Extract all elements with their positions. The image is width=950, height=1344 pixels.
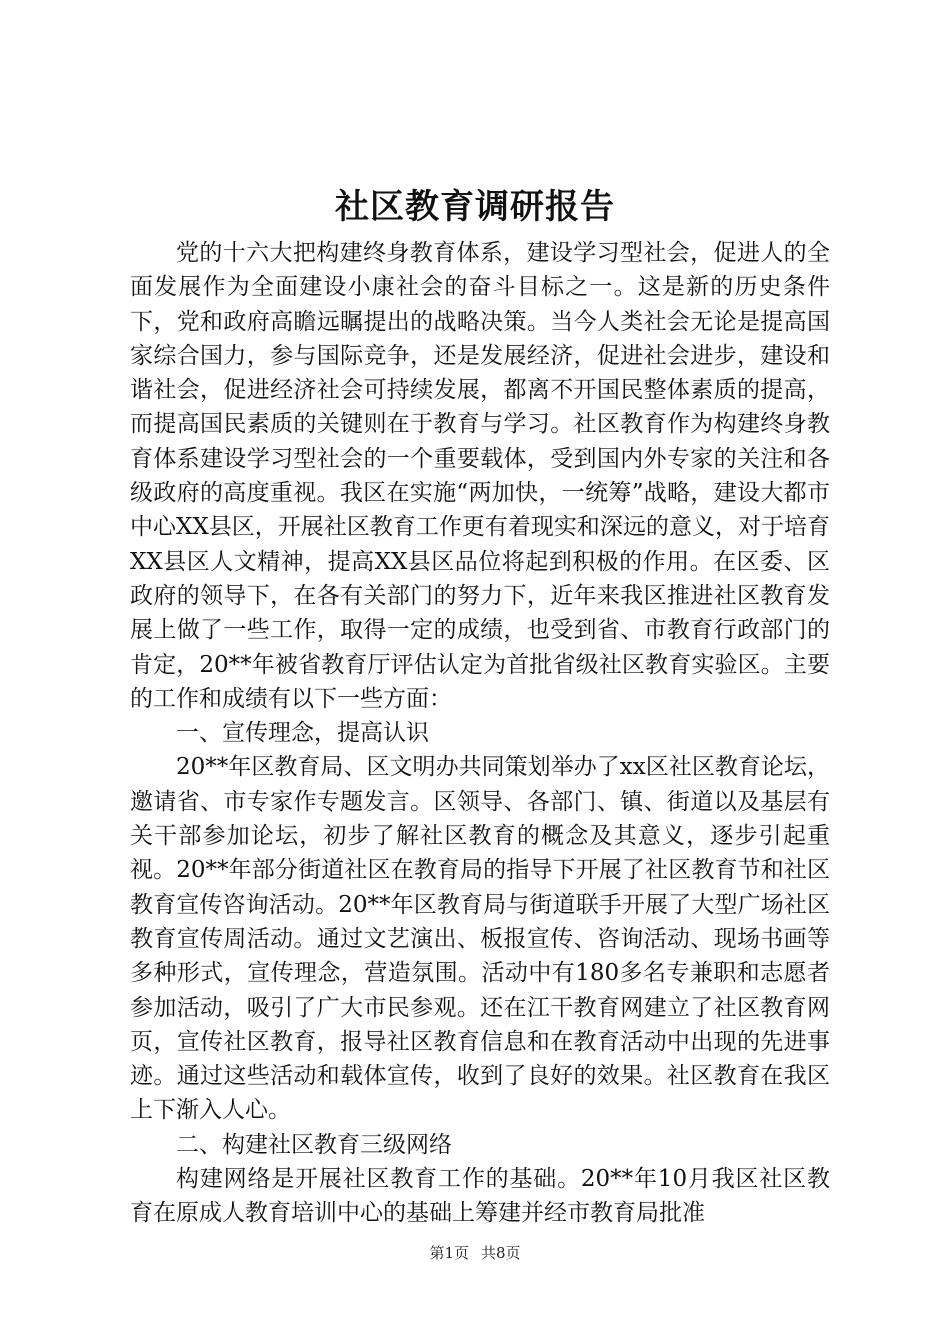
paragraph-intro: 党的十六大把构建终身教育体系，建设学习型社会，促进人的全面发展作为全面建设小康社会的奋斗目标之一。这是新的历史条件下，党和政府高瞻远瞩提出的战略决策。当今人类社会无论是提高国家综合国力，参与国际竞争，还是发展经济，促进社会进步，建设和谐社会，促进经济社会可持续发展，都离不开国民整体素质的提高，而提高国民素质的关键则在于教育与学习。社区教育作为构建终身教育体系建设学习型社会的一个重要载体，受到国内外专家的关注和各级政府的高度重视。我区在实施“两加快，一统筹”战略，建设大都市中心XX县区，开展社区教育工作更有着现实和深远的意义，对于培育XX县区人文精神，提高XX县区品位将起到积极的作用。在区委、区政府的领导下，在各有关部门的努力下，近年来我区推进社区教育发展上做了一些工作，取得一定的成绩，也受到省、市教育行政部门的肯定，20**年被省教育厅评估认定为首批省级社区教育实验区。主要的工作和成绩有以下一些方面： [130, 240, 830, 712]
section-heading-2: 二、构建社区教育三级网络 [176, 1131, 452, 1158]
document-title: 社区教育调研报告 [335, 187, 615, 227]
page-number: 第1页 [429, 1244, 469, 1262]
paragraph-section-2: 构建网络是开展社区教育工作的基础。20**年10月我区社区教育在原成人教育培训中心的基础上筹建并经市教育局批准 [130, 1166, 830, 1227]
page-total: 共8页 [481, 1244, 521, 1262]
page-footer [0, 1243, 950, 1263]
paragraph-section-1: 20**年区教育局、区文明办共同策划举办了xx区社区教育论坛，邀请省、市专家作专题发言。区领导、各部门、镇、街道以及基层有关干部参加论坛，初步了解社区教育的概念及其意义，逐步引起重视。20**年部分街道社区在教育局的指导下开展了社区教育节和社区教育宣传咨询活动。20**年区教育局与街道联手开展了大型广场社区教育宣传周活动。通过文艺演出、板报宣传、咨询活动、现场书画等多种形式，宣传理念，营造氛围。活动中有180多名专兼职和志愿者参加活动，吸引了广大市民参观。还在江干教育网建立了社区教育网页，宣传社区教育，报导社区教育信息和在教育活动中出现的先进事迹。通过这些活动和载体宣传，收到了良好的效果。社区教育在我区上下渐入人心。 [130, 754, 830, 1124]
document-body [130, 236, 830, 1231]
section-heading-1: 一、宣传理念，提高认识 [176, 720, 429, 747]
